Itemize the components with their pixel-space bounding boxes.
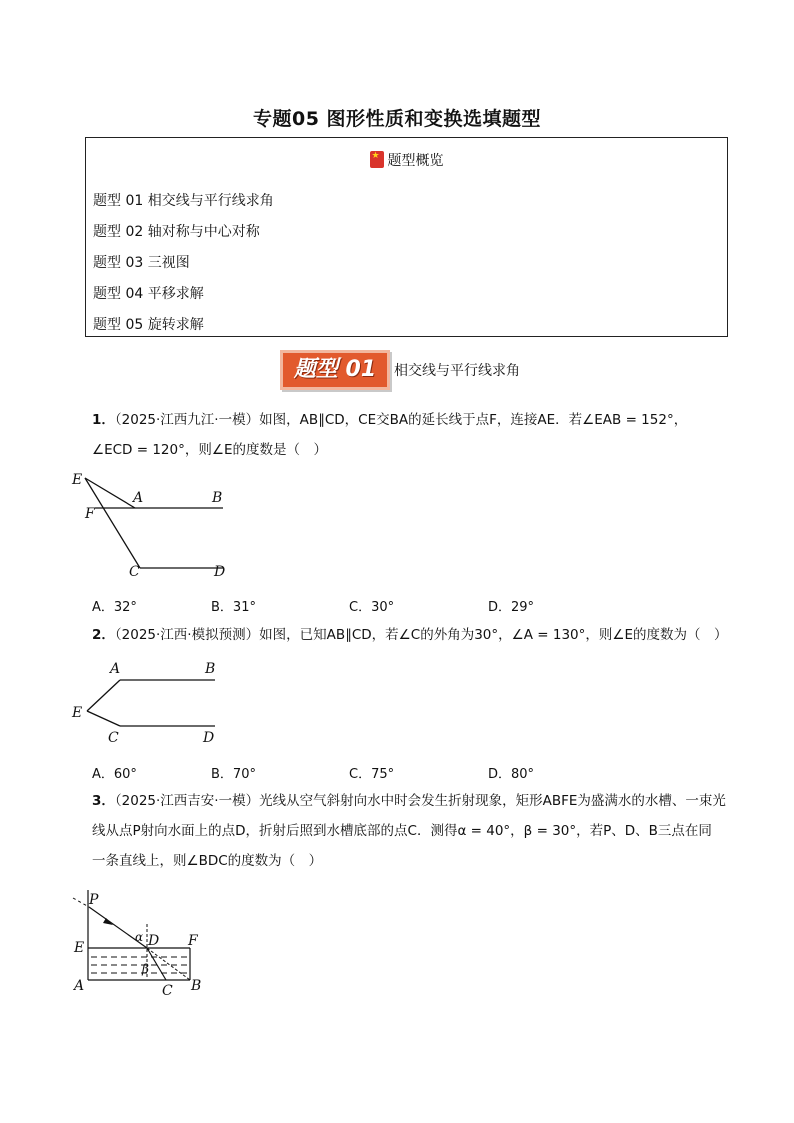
q3-label-A: A	[74, 978, 85, 994]
q1-label-D: D	[214, 564, 226, 580]
question-1	[92, 405, 732, 465]
q3-label-C: C	[162, 983, 173, 998]
overview-item-1[interactable]: 题型 01 相交线与平行线求角	[93, 193, 274, 209]
overview-box	[85, 137, 728, 337]
question-2	[92, 620, 732, 650]
question-3-line2: 线从点P射向水面上的点D，折射后照到水槽底部的点C．测得α = 40°，β = 30°，若P、D、B三点在同	[92, 823, 712, 839]
q1-label-A: A	[133, 490, 144, 506]
q3-label-alpha: α	[135, 930, 144, 944]
q3-label-P: P	[89, 892, 99, 908]
q3-label-E: E	[74, 940, 85, 956]
overview-heading	[86, 150, 727, 170]
q1-label-B: B	[212, 490, 223, 506]
q1-option-b[interactable]: B．31°	[211, 600, 256, 615]
question-3-figure	[65, 888, 215, 998]
q2-label-C: C	[108, 730, 119, 746]
q2-option-b[interactable]: B．70°	[211, 767, 256, 782]
question-1-line1: 如图，AB∥CD，CE交BA的延长线于点F，连接AE．若∠EAB = 152°，	[259, 412, 688, 428]
section-label: 相交线与平行线求角	[394, 363, 520, 379]
question-2-figure	[65, 656, 235, 751]
question-2-source: （2025·江西·模拟预测）	[114, 627, 260, 643]
q1-option-c[interactable]: C．30°	[349, 600, 395, 615]
q2-label-D: D	[203, 730, 215, 746]
question-3-source: （2025·江西吉安·一模）	[114, 793, 260, 809]
question-3-number: 3．	[92, 793, 115, 809]
overview-item-2[interactable]: 题型 02 轴对称与中心对称	[93, 224, 260, 240]
book-icon	[370, 151, 384, 168]
q3-label-beta: β	[142, 962, 149, 976]
question-1-number: 1．	[92, 412, 115, 428]
q1-label-F: F	[85, 506, 95, 522]
q2-option-c[interactable]: C．75°	[349, 767, 395, 782]
q3-label-D: D	[148, 933, 160, 949]
q2-label-B: B	[205, 661, 216, 677]
overview-item-3[interactable]: 题型 03 三视图	[93, 255, 190, 271]
q1-option-d[interactable]: D．29°	[488, 600, 535, 615]
question-1-line2: ∠ECD = 120°，则∠E的度数是（ ）	[92, 442, 327, 458]
q1-option-a[interactable]: A．32°	[92, 600, 137, 615]
overview-heading-text: 题型概览	[387, 153, 444, 169]
q2-option-a[interactable]: A．60°	[92, 767, 137, 782]
question-3	[92, 786, 732, 876]
q1-label-C: C	[129, 564, 140, 580]
section-badge: 题型 01	[280, 350, 390, 390]
overview-item-5[interactable]: 题型 05 旋转求解	[93, 317, 204, 333]
question-3-line1: 光线从空气斜射向水中时会发生折射现象，矩形ABFE为盛满水的水槽、一束光	[259, 793, 726, 809]
question-1-source: （2025·江西九江·一模）	[114, 412, 260, 428]
question-2-number: 2．	[92, 627, 115, 643]
question-3-line3: 一条直线上，则∠BDC的度数为（ ）	[92, 853, 323, 869]
q3-label-F: F	[188, 933, 198, 949]
question-1-figure	[65, 468, 245, 583]
q2-option-d[interactable]: D．80°	[488, 767, 535, 782]
q1-label-E: E	[72, 472, 83, 488]
overview-item-4[interactable]: 题型 04 平移求解	[93, 286, 204, 302]
question-2-line1: 如图，已知AB∥CD，若∠C的外角为30°，∠A = 130°，则∠E的度数为（ ）	[259, 627, 728, 643]
q2-label-E: E	[72, 705, 83, 721]
q3-label-B: B	[191, 978, 202, 994]
page-title: 专题05 图形性质和变换选填题型	[252, 108, 542, 130]
q2-label-A: A	[110, 661, 121, 677]
